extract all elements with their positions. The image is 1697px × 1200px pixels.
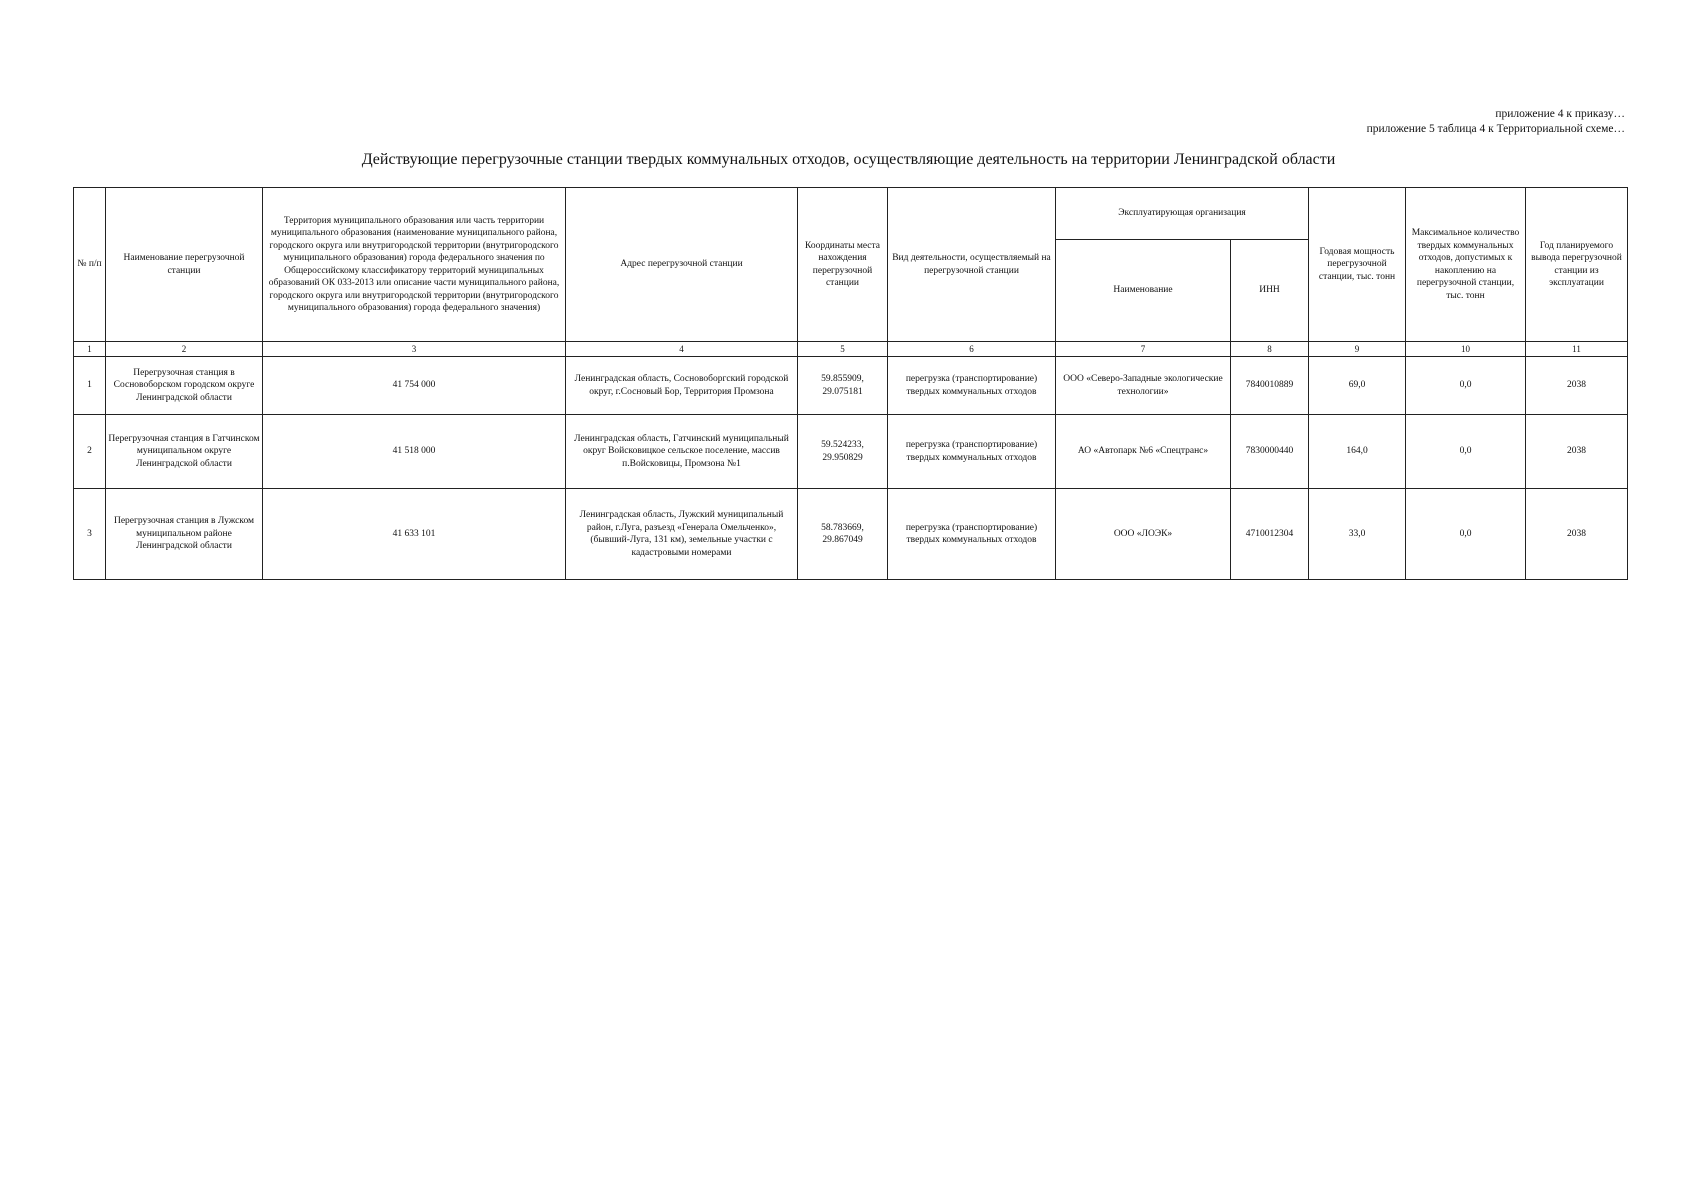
cell-station-name: Перегрузочная станция в Лужском муниципальном районе Ленинградской области xyxy=(106,489,263,580)
cell-operator-name: ООО «Северо-Западные экологические технологии» xyxy=(1056,357,1231,415)
cell-coordinates: 59.855909, 29.075181 xyxy=(798,357,888,415)
cell-activity: перегрузка (транспортирование) твердых коммунальных отходов xyxy=(888,415,1056,489)
cell-operator-name: ООО «ЛОЭК» xyxy=(1056,489,1231,580)
header-row xyxy=(74,188,1628,240)
appendix-line-scheme: приложение 5 таблица 4 к Территориальной схеме… xyxy=(1366,123,1625,135)
column-number: 1 xyxy=(74,342,106,357)
column-number: 10 xyxy=(1406,342,1526,357)
cell-activity: перегрузка (транспортирование) твердых коммунальных отходов xyxy=(888,489,1056,580)
cell-max-amount: 0,0 xyxy=(1406,415,1526,489)
header-operator-name: Наименование xyxy=(1056,240,1231,342)
cell-operator-name: АО «Автопарк №6 «Спецтранс» xyxy=(1056,415,1231,489)
column-numbers-row xyxy=(74,342,1628,357)
header-activity: Вид деятельности, осуществляемый на перегрузочной станции xyxy=(888,188,1056,342)
document-title: Действующие перегрузочные станции твердых коммунальных отходов, осуществляющие деятельность на территории Ленинградской области xyxy=(361,151,1336,168)
column-number: 7 xyxy=(1056,342,1231,357)
cell-decommission-year: 2038 xyxy=(1526,357,1628,415)
header-max-amount: Максимальное количество твердых коммунальных отходов, допустимых к накоплению на перегрузочной станции, тыс. тонн xyxy=(1406,188,1526,342)
transfer-stations-table xyxy=(73,187,1628,580)
cell-station-name: Перегрузочная станция в Сосновоборском городском округе Ленинградской области xyxy=(106,357,263,415)
table-header xyxy=(74,188,1628,357)
header-territory: Территория муниципального образования или часть территории муниципального образования (наименование муниципального района, городского округа или внутригородской территории (внутригородского муниципального образования) города федерального значения по Общероссийскому классификатору территорий муниципальных образований ОК 033-2013 или описание части муниципального района, городского округа или внутригородской территории (внутригородского муниципального образования) города федерального значения) xyxy=(263,188,566,342)
cell-max-amount: 0,0 xyxy=(1406,489,1526,580)
column-number: 3 xyxy=(263,342,566,357)
column-number: 2 xyxy=(106,342,263,357)
cell-inn: 7840010889 xyxy=(1231,357,1309,415)
cell-num: 1 xyxy=(74,357,106,415)
column-number: 11 xyxy=(1526,342,1628,357)
header-operator-group: Эксплуатирующая организация xyxy=(1056,188,1309,240)
header-station-name: Наименование перегрузочной станции xyxy=(106,188,263,342)
table-row xyxy=(74,357,1628,415)
cell-coordinates: 59.524233, 29.950829 xyxy=(798,415,888,489)
appendix-line-order: приложение 4 к приказу… xyxy=(1495,108,1625,120)
cell-capacity: 164,0 xyxy=(1309,415,1406,489)
cell-address: Ленинградская область, Сосновоборгский городской округ, г.Сосновый Бор, Территория Промзона xyxy=(566,357,798,415)
cell-capacity: 33,0 xyxy=(1309,489,1406,580)
column-number: 8 xyxy=(1231,342,1309,357)
table-body xyxy=(74,357,1628,580)
cell-territory: 41 633 101 xyxy=(263,489,566,580)
cell-address: Ленинградская область, Гатчинский муниципальный округ Войсковицкое сельское поселение, массив п.Войсковицы, Промзона №1 xyxy=(566,415,798,489)
header-num: № п/п xyxy=(74,188,106,342)
cell-inn: 7830000440 xyxy=(1231,415,1309,489)
header-inn: ИНН xyxy=(1231,240,1309,342)
table-row xyxy=(74,489,1628,580)
cell-address: Ленинградская область, Лужский муниципальный район, г.Луга, разъезд «Генерала Омельченко», (бывший-Луга, 131 км), земельные участки с кадастровыми номерами xyxy=(566,489,798,580)
header-address: Адрес перегрузочной станции xyxy=(566,188,798,342)
header-decommission-year: Год планируемого вывода перегрузочной станции из эксплуатации xyxy=(1526,188,1628,342)
cell-num: 3 xyxy=(74,489,106,580)
cell-max-amount: 0,0 xyxy=(1406,357,1526,415)
cell-decommission-year: 2038 xyxy=(1526,415,1628,489)
table-row xyxy=(74,415,1628,489)
appendix-note xyxy=(1367,107,1625,137)
cell-capacity: 69,0 xyxy=(1309,357,1406,415)
cell-decommission-year: 2038 xyxy=(1526,489,1628,580)
cell-territory: 41 518 000 xyxy=(263,415,566,489)
cell-station-name: Перегрузочная станция в Гатчинском муниципальном округе Ленинградской области xyxy=(106,415,263,489)
cell-num: 2 xyxy=(74,415,106,489)
column-number: 5 xyxy=(798,342,888,357)
cell-coordinates: 58.783669, 29.867049 xyxy=(798,489,888,580)
cell-activity: перегрузка (транспортирование) твердых коммунальных отходов xyxy=(888,357,1056,415)
header-coordinates: Координаты места нахождения перегрузочной станции xyxy=(798,188,888,342)
column-number: 9 xyxy=(1309,342,1406,357)
column-number: 4 xyxy=(566,342,798,357)
column-number: 6 xyxy=(888,342,1056,357)
cell-territory: 41 754 000 xyxy=(263,357,566,415)
header-capacity: Годовая мощность перегрузочной станции, тыс. тонн xyxy=(1309,188,1406,342)
cell-inn: 4710012304 xyxy=(1231,489,1309,580)
